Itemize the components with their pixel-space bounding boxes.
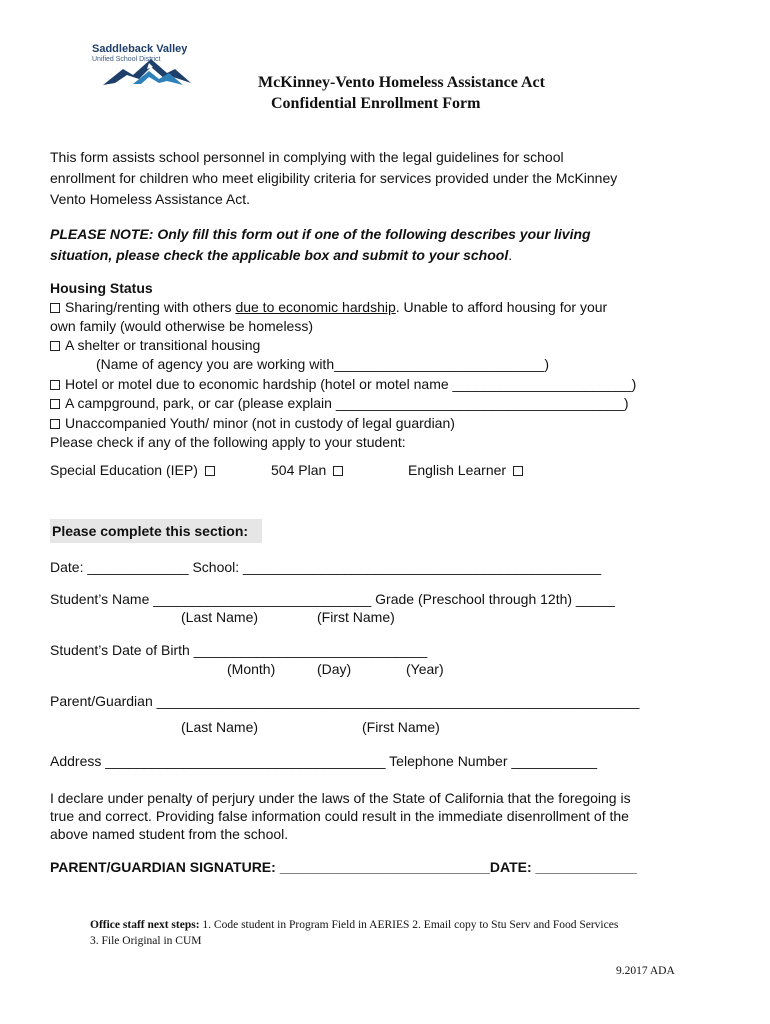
mountain-logo-icon xyxy=(103,57,191,87)
address-phone-field[interactable]: Address ____________________________________ Telephone Number ___________ xyxy=(50,753,598,769)
parent-last-name-caption: (Last Name) xyxy=(181,719,259,735)
sharing-hardship-text: due to economic hardship xyxy=(235,299,396,315)
housing-option-sharing xyxy=(50,299,607,315)
program-el xyxy=(408,462,528,478)
office-steps-label: Office staff next steps: xyxy=(90,919,200,931)
student-first-name-caption: (First Name) xyxy=(317,609,395,625)
office-steps-text: 1. Code student in Program Field in AERIES 2. Email copy to Stu Serv and Food Services xyxy=(199,919,619,931)
note-line-1: PLEASE NOTE: Only fill this form out if one of the following describes your living xyxy=(50,226,591,242)
intro-paragraph xyxy=(50,147,617,210)
housing-option-shelter xyxy=(50,337,260,353)
plan504-label: 504 Plan xyxy=(271,462,327,478)
housing-option-campground xyxy=(50,395,629,411)
note-line-2-text: situation, please check the applicable box and submit to your school xyxy=(50,247,509,263)
sharing-checkbox[interactable] xyxy=(50,303,60,313)
intro-line-2: enrollment for children who meet eligibility criteria for services provided under the McKinney xyxy=(50,170,618,186)
el-label: English Learner xyxy=(408,462,507,478)
check-prompt: Please check if any of the following apply to your student: xyxy=(50,434,406,450)
title-line-2: Confidential Enrollment Form xyxy=(271,95,481,112)
campground-label: A campground, park, or car (please explain _____________________________________) xyxy=(65,395,629,411)
program-iep xyxy=(50,462,220,478)
housing-status-heading: Housing Status xyxy=(50,280,153,296)
parent-first-name-caption: (First Name) xyxy=(362,719,440,735)
dob-field[interactable]: Student’s Date of Birth ______________________________ xyxy=(50,642,428,658)
dob-day-caption: (Day) xyxy=(317,661,352,677)
declaration-line-2: true and correct. Providing false information could result in the immediate disenrollment of the xyxy=(50,808,629,824)
district-logo-name: Saddleback Valley xyxy=(92,43,188,55)
shelter-label: A shelter or transitional housing xyxy=(65,337,261,353)
student-name-field[interactable]: Student’s Name ____________________________ Grade (Preschool through 12th) _____ xyxy=(50,591,615,607)
program-504 xyxy=(271,462,348,478)
plan504-checkbox[interactable] xyxy=(333,466,343,476)
declaration-paragraph xyxy=(50,789,631,843)
el-checkbox[interactable] xyxy=(513,466,523,476)
dob-year-caption: (Year) xyxy=(406,661,444,677)
campground-checkbox[interactable] xyxy=(50,399,60,409)
date-school-field[interactable]: Date: _____________ School: ______________________________________________ xyxy=(50,559,602,575)
office-steps-line-1 xyxy=(90,919,618,931)
note-line-2 xyxy=(50,245,591,266)
note-line-2-period: . xyxy=(508,247,513,263)
iep-label: Special Education (IEP) xyxy=(50,462,198,478)
district-logo-subtitle: Unified School District xyxy=(92,56,161,63)
office-steps-line-2: 3. File Original in CUM xyxy=(90,935,202,947)
revision-code: 9.2017 ADA xyxy=(616,965,675,977)
signature-date-field[interactable]: PARENT/GUARDIAN SIGNATURE: ___________________________DATE: _____________ xyxy=(50,859,637,875)
iep-checkbox[interactable] xyxy=(205,466,215,476)
parent-guardian-field[interactable]: Parent/Guardian ______________________________________________________________ xyxy=(50,693,640,709)
declaration-line-3: above named student from the school. xyxy=(50,826,289,842)
please-note xyxy=(50,224,591,266)
unaccompanied-checkbox[interactable] xyxy=(50,419,60,429)
dob-month-caption: (Month) xyxy=(227,661,276,677)
intro-line-1: This form assists school personnel in complying with the legal guidelines for school xyxy=(50,149,564,165)
intro-line-3: Vento Homeless Assistance Act. xyxy=(50,191,250,207)
sharing-label: Sharing/renting with others xyxy=(65,299,236,315)
housing-option-hotel xyxy=(50,376,636,392)
form-title xyxy=(258,72,545,114)
student-last-name-caption: (Last Name) xyxy=(181,609,259,625)
title-line-1: McKinney-Vento Homeless Assistance Act xyxy=(258,74,545,91)
shelter-checkbox[interactable] xyxy=(50,341,60,351)
declaration-line-1: I declare under penalty of perjury under the laws of the State of California that the foregoing is xyxy=(50,790,631,806)
sharing-continuation: own family (would otherwise be homeless) xyxy=(50,318,313,334)
unaccompanied-label: Unaccompanied Youth/ minor (not in custody of legal guardian) xyxy=(65,415,455,431)
complete-section-heading: Please complete this section: xyxy=(50,519,262,543)
housing-option-unaccompanied xyxy=(50,415,455,431)
hotel-label: Hotel or motel due to economic hardship (hotel or motel name _______________________) xyxy=(65,376,637,392)
agency-name-field[interactable]: (Name of agency you are working with___________________________) xyxy=(96,356,549,372)
hotel-checkbox[interactable] xyxy=(50,380,60,390)
sharing-label-cont: . Unable to afford housing for your xyxy=(395,299,608,315)
